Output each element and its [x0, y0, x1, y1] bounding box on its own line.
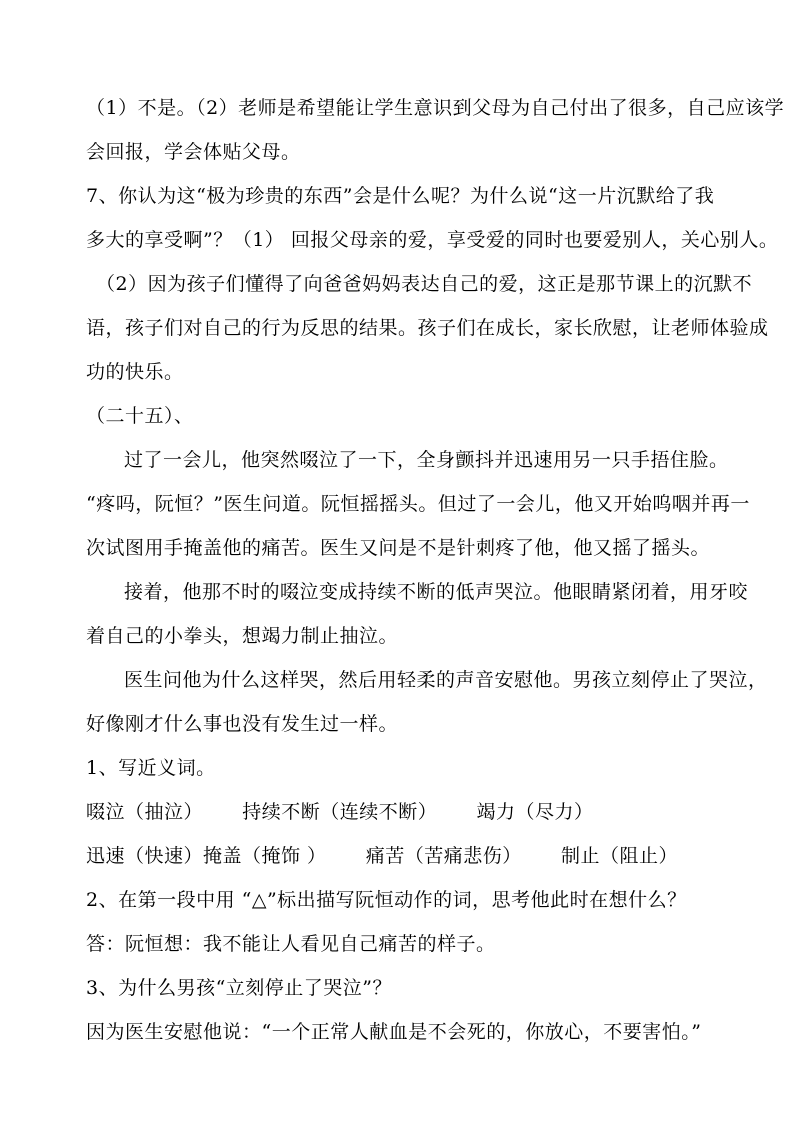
- question-7-line-1: 7、你认为这“极为珍贵的东西”会是什么呢？为什么说“这一片沉默给了我: [86, 185, 715, 207]
- passage-line-4: 接着，他那不时的啜泣变成持续不断的低声哭泣。他眼睛紧闭着，用牙咬: [124, 581, 749, 603]
- question-7-line-2: 多大的享受啊”？（1） 回报父母亲的爱，享受爱的同时也要爱别人，关心别人。: [86, 229, 779, 251]
- answer-7-line-1: （2）因为孩子们懂得了向爸爸妈妈表达自己的爱，这正是那节课上的沉默不: [96, 273, 753, 295]
- answer-3: 因为医生安慰他说：“一个正常人献血是不会死的，你放心，不要害怕。”: [86, 1021, 702, 1043]
- passage-line-5: 着自己的小拳头，想竭力制止抽泣。: [86, 625, 399, 647]
- synonyms-line-1: 啜泣（抽泣） 持续不断（连续不断） 竭力（尽力）: [86, 801, 594, 823]
- section-heading: （二十五）、: [86, 405, 194, 427]
- synonyms-line-2: 迅速（快速）掩盖（掩饰 ） 痛苦（苦痛悲伤） 制止（阻止）: [86, 845, 679, 867]
- question-2: 2、在第一段中用 “△”标出描写阮恒动作的词，思考他此时在想什么？: [86, 889, 687, 911]
- passage-line-7: 好像刚才什么事也没有发生过一样。: [86, 713, 399, 735]
- answer-6-line-2: 会回报，学会体贴父母。: [86, 141, 301, 163]
- passage-line-2: “疼吗，阮恒？”医生问道。阮恒摇摇头。但过了一会儿，他又开始呜咽并再一: [86, 493, 750, 515]
- answer-2: 答：阮恒想：我不能让人看见自己痛苦的样子。: [86, 933, 496, 955]
- passage-line-1: 过了一会儿，他突然啜泣了一下，全身颤抖并迅速用另一只手捂住脸。: [124, 449, 729, 471]
- passage-line-3: 次试图用手掩盖他的痛苦。医生又问是不是针刺疼了他，他又摇了摇头。: [86, 537, 711, 559]
- answer-7-line-3: 功的快乐。: [86, 361, 184, 383]
- question-1: 1、写近义词。: [86, 757, 216, 779]
- passage-line-6: 医生问他为什么这样哭，然后用轻柔的声音安慰他。男孩立刻停止了哭泣，: [124, 669, 768, 691]
- answer-6-line-1: （1）不是。（2）老师是希望能让学生意识到父母为自己付出了很多，自己应该学: [86, 97, 785, 119]
- answer-7-line-2: 语，孩子们对自己的行为反思的结果。孩子们在成长，家长欣慰，让老师体验成: [86, 317, 769, 339]
- question-3: 3、为什么男孩“立刻停止了哭泣”？: [86, 977, 393, 999]
